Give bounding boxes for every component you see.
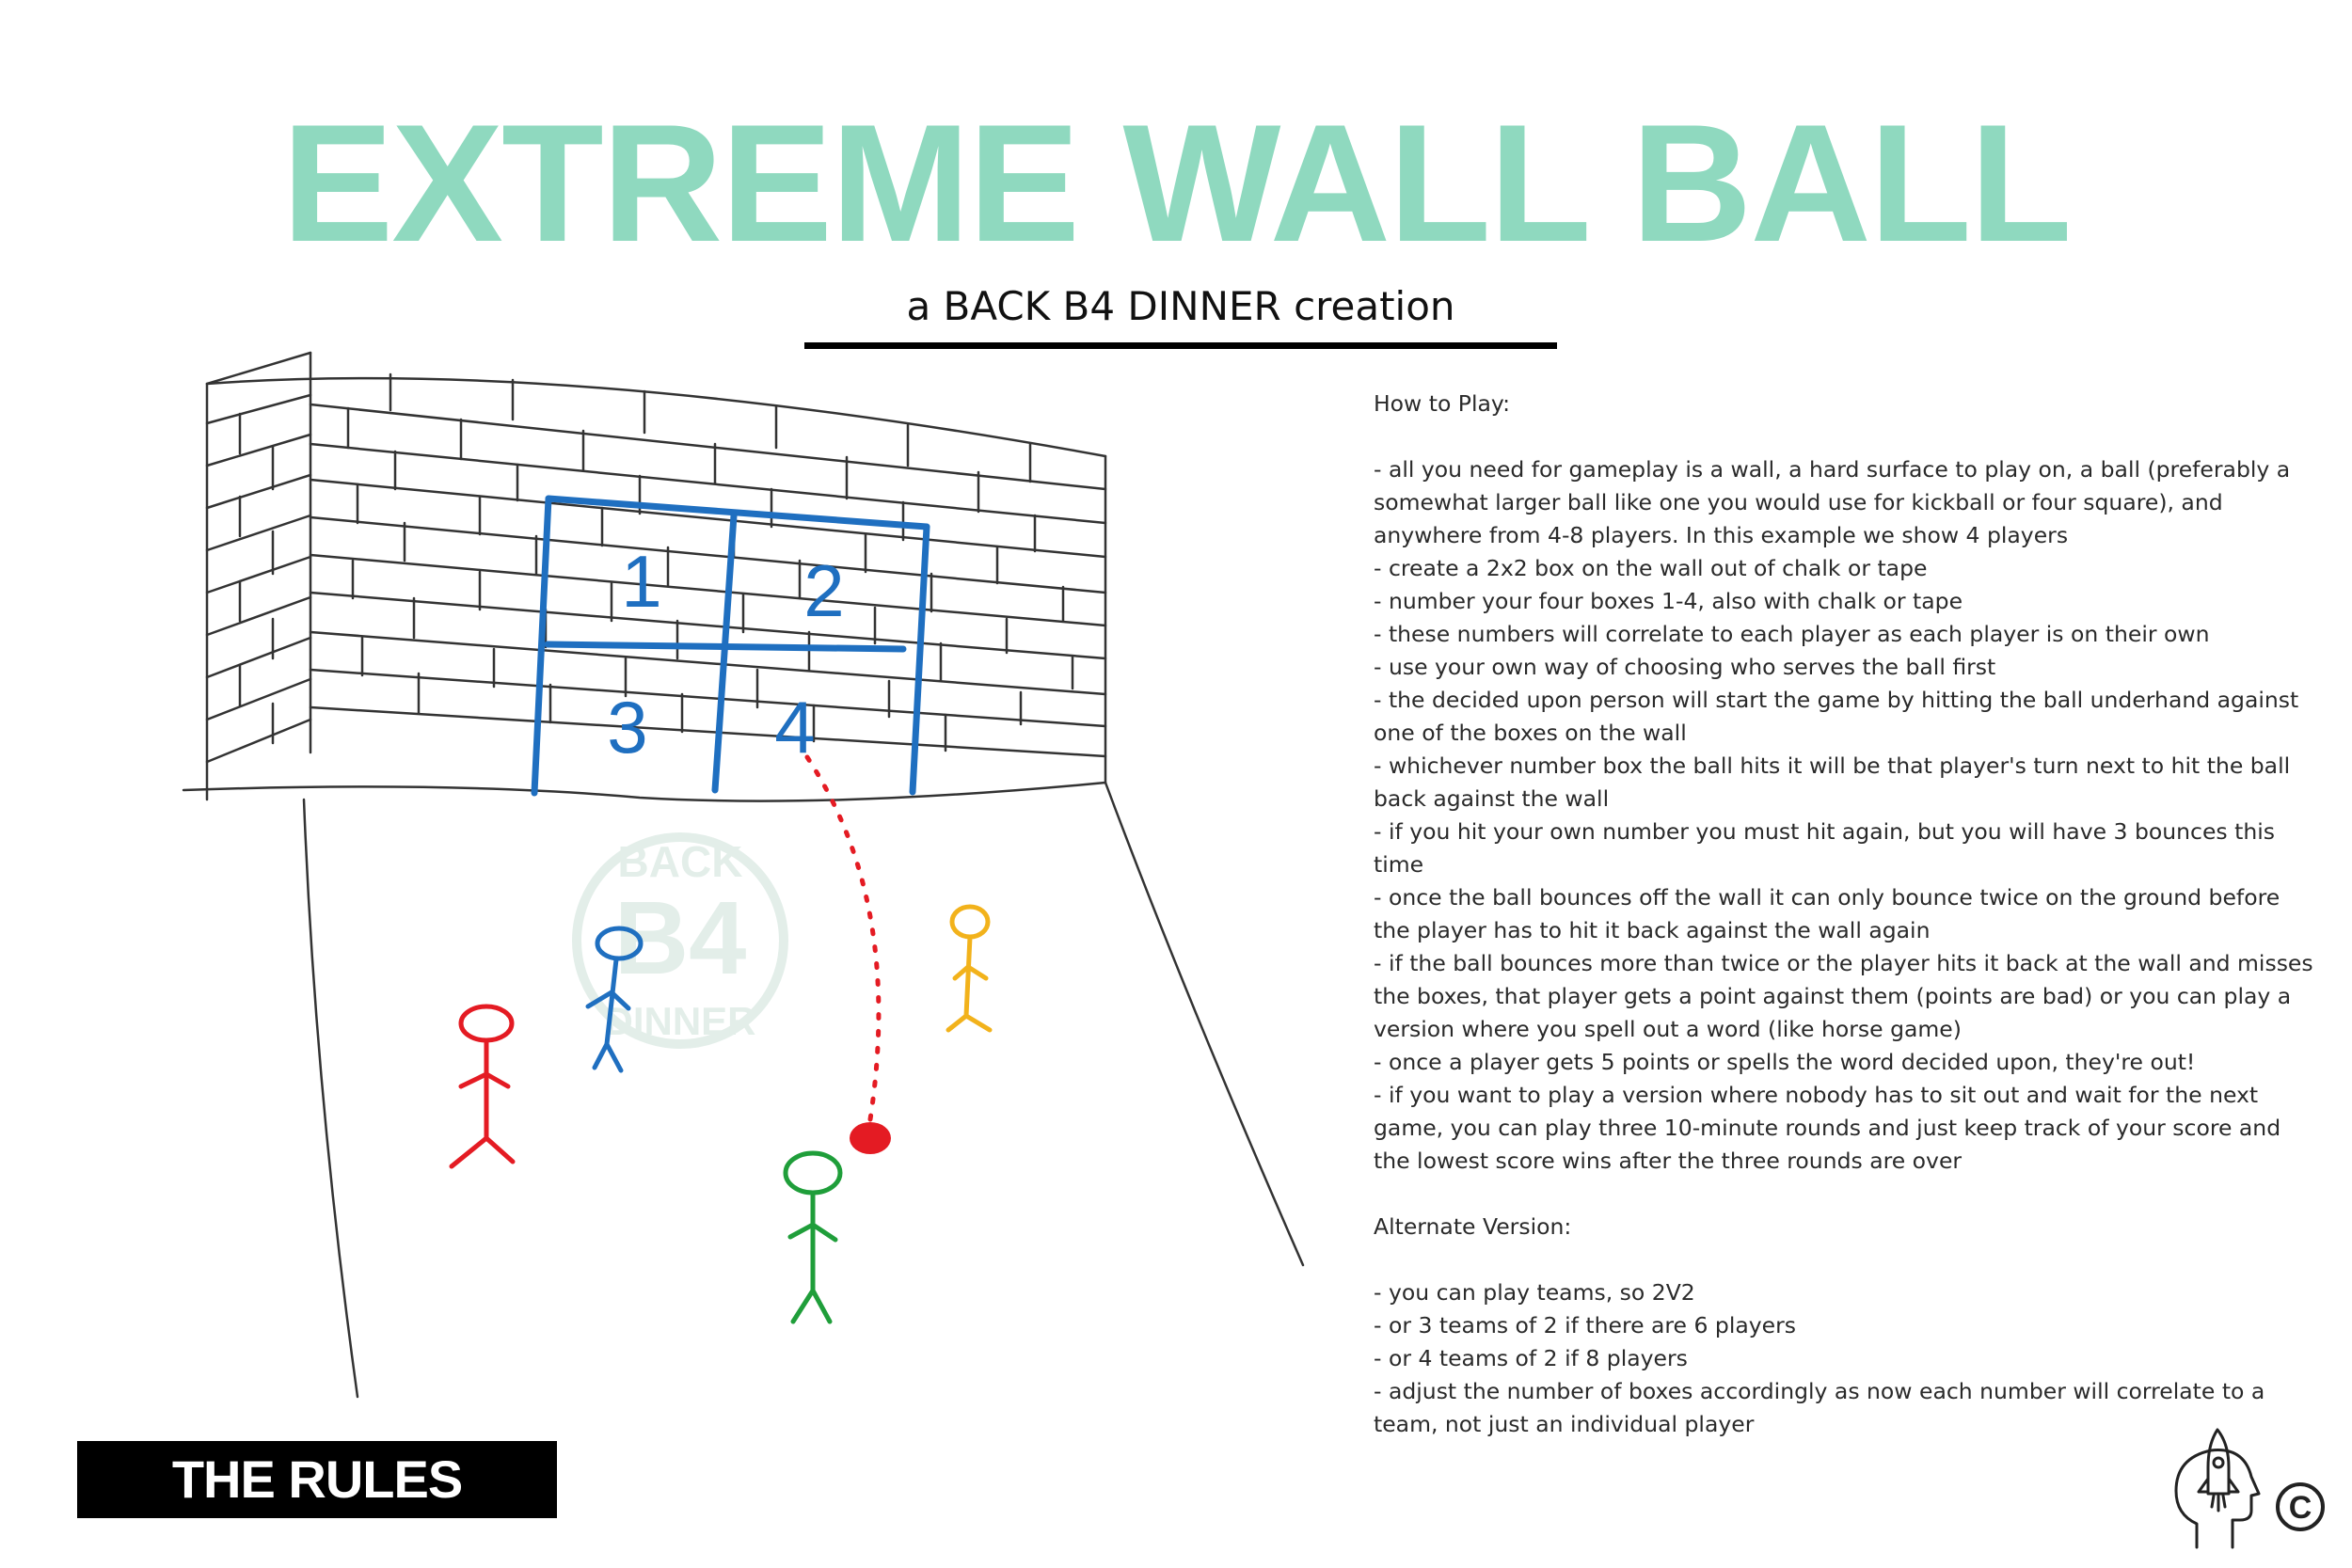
the-rules-banner: THE RULES xyxy=(77,1441,557,1518)
page-subtitle: a BACK B4 DINNER creation xyxy=(906,283,1455,329)
rule-item: - whichever number box the ball hits it will be that player's turn next to hit the ball back against the wall xyxy=(1374,752,2291,812)
rule-item: - once a player gets 5 points or spells the word decided upon, they're out! xyxy=(1374,1049,2196,1075)
rule-item: - if you hit your own number you must hit again, but you will have 3 bounces this time xyxy=(1374,818,2276,878)
back-b4-dinner-watermark xyxy=(577,837,784,1044)
watermark-line1: BACK xyxy=(617,837,743,886)
rule-item: - if the ball bounces more than twice or the player hits it back at the wall and misses the boxes, that player gets a point against them (points are bad) or you can play a version where you spell out a word (like horse game) xyxy=(1374,950,2313,1042)
rule-item: - number your four boxes 1-4, also with chalk or tape xyxy=(1374,588,1963,614)
instructions-panel xyxy=(1374,388,2314,1441)
box-number-3: 3 xyxy=(607,686,648,768)
how-to-play-heading: How to Play: xyxy=(1374,390,1511,417)
numbered-box-grid xyxy=(534,499,927,793)
rule-item: - once the ball bounces off the wall it can only bounce twice on the ground before the player has to hit it back against the wall again xyxy=(1374,884,2280,943)
alternate-rule-item: - or 4 teams of 2 if 8 players xyxy=(1374,1345,1688,1371)
alternate-version-heading: Alternate Version: xyxy=(1374,1213,1572,1240)
rule-item: - if you want to play a version where nobody has to sit out and wait for the next game, you can play three 10-minute rounds and just keep track of your score and the lowest score wins after the three rounds are over xyxy=(1374,1082,2281,1174)
head-rocket-icon xyxy=(2176,1430,2259,1547)
ball-trajectory xyxy=(807,757,879,1119)
player-green xyxy=(786,1153,840,1322)
alternate-rule-item: - adjust the number of boxes accordingly as now each number will correlate to a team, not just an individual player xyxy=(1374,1378,2265,1437)
how-to-play-list xyxy=(1374,453,2314,1178)
court-illustration xyxy=(169,339,1317,1420)
rule-item: - the decided upon person will start the game by hitting the ball underhand against one of the boxes on the wall xyxy=(1374,687,2299,746)
brand-mark xyxy=(2159,1420,2338,1552)
alternate-version-list xyxy=(1374,1276,2314,1441)
rule-item: - use your own way of choosing who serves the ball first xyxy=(1374,654,1996,680)
copyright-icon xyxy=(2278,1484,2323,1529)
box-number-1: 1 xyxy=(621,540,662,623)
player-red xyxy=(452,1006,513,1166)
rule-item: - all you need for gameplay is a wall, a hard surface to play on, a ball (preferably a somewhat larger ball like one you would use for kickball or four square), and anywhere from 4-8 players. In this example we show 4 players xyxy=(1374,456,2291,548)
box-number-2: 2 xyxy=(803,549,845,632)
page-title: EXTREME WALL BALL xyxy=(281,89,2071,277)
alternate-rule-item: - or 3 teams of 2 if there are 6 players xyxy=(1374,1312,1797,1338)
alternate-rule-item: - you can play teams, so 2V2 xyxy=(1374,1279,1695,1306)
svg-text:C: C xyxy=(2288,1490,2312,1526)
rule-item: - create a 2x2 box on the wall out of chalk or tape xyxy=(1374,555,1928,581)
player-yellow xyxy=(948,907,990,1030)
watermark-line2: B4 xyxy=(613,880,747,996)
box-number-4: 4 xyxy=(774,686,816,768)
watermark-line3: DINNER xyxy=(604,999,756,1043)
ball xyxy=(850,1122,891,1154)
rule-item: - these numbers will correlate to each player as each player is on their own xyxy=(1374,621,2210,647)
